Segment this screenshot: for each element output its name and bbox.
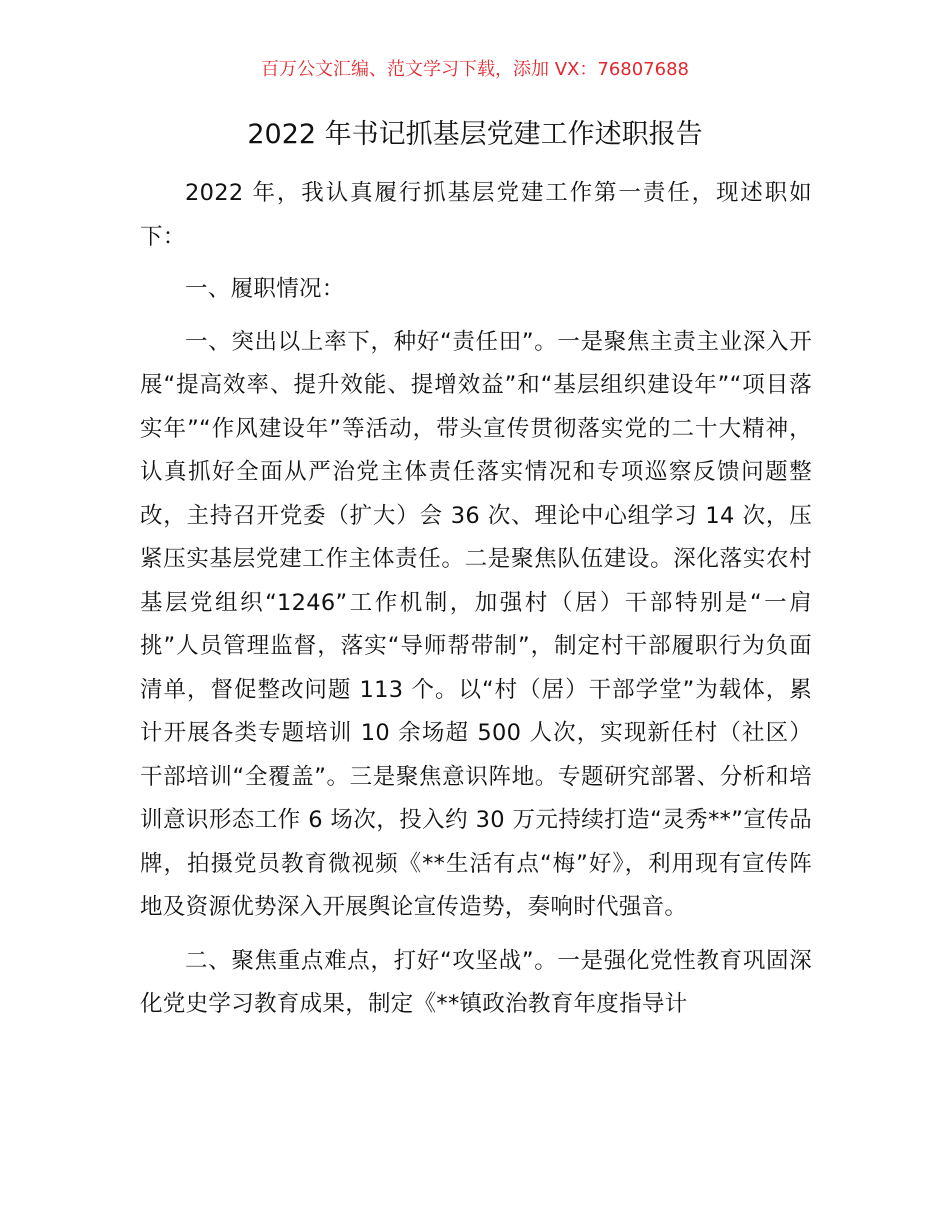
section-heading-performance: 一、履职情况： (185, 276, 345, 302)
body-paragraph-key-difficulties: 二、聚焦重点难点，打好“攻坚战”。一是强化党性教育巩固深化党史学习教育成果，制定《**镇政治教育年度指导计 (140, 947, 812, 1017)
download-notice: 百万公文汇编、范文学习下载，添加 VX：76807688 (261, 59, 689, 80)
document-body (140, 172, 812, 1027)
body-paragraph-responsibility: 一、突出以上率下，种好“责任田”。一是聚焦主责主业深入开展“提高效率、提升效能、提增效益”和“基层组织建设年”“项目落实年”“作风建设年”等活动，带头宣传贯彻落实党的二十大精神，认真抓好全面从严治党主体责任落实情况和专项巡察反馈问题整改，主持召开党委（扩大）会 36 次、理论中心组学习 14 次，压紧压实基层党建工作主体责任。二是聚焦队伍建设。深化落实农村基层党组织“1246”工作机制，加强村（居）干部特别是“一肩挑”人员管理监督，落实“导师帮带制”，制定村干部履职行为负面清单，督促整改问题 113 个。以“村（居）干部学堂”为载体，累计开展各类专题培训 10 余场超 500 人次，实现新任村（社区）干部培训“全覆盖”。三是聚焦意识阵地。专题研究部署、分析和培训意识形态工作 6 场次，投入约 30 万元持续打造“灵秀**”宣传品牌，拍摄党员教育微视频《**生活有点“梅”好》，利用现有宣传阵地及资源优势深入开展舆论宣传造势，奏响时代强音。 (140, 328, 812, 920)
intro-paragraph: 2022 年，我认真履行抓基层党建工作第一责任，现述职如下： (140, 180, 812, 250)
page-title: 2022 年书记抓基层党建工作述职报告 (247, 119, 703, 150)
